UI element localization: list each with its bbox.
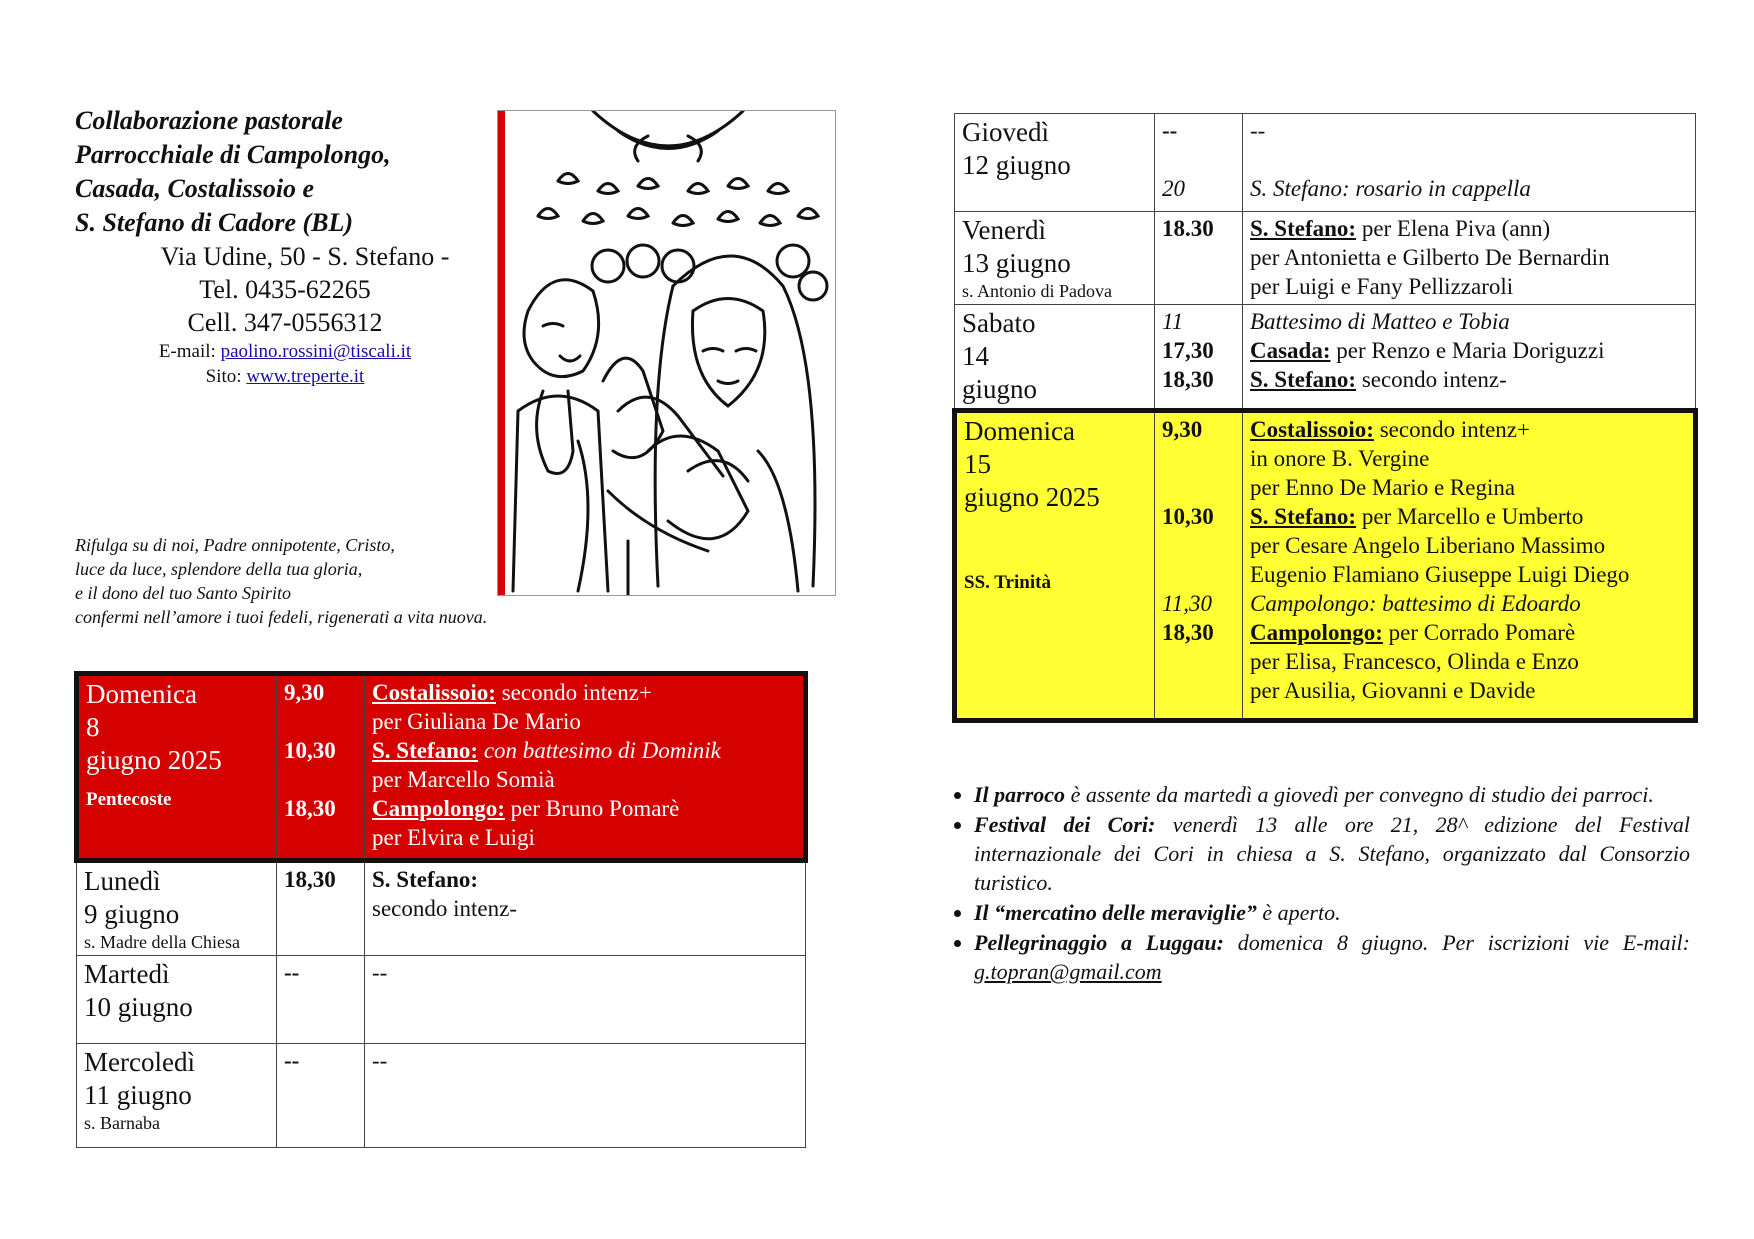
intention-line <box>1250 473 1686 502</box>
address: Via Udine, 50 - S. Stefano - <box>160 242 450 271</box>
intention-text: Campolongo: battesimo di Edoardo <box>1250 591 1581 616</box>
intentions-cell <box>1243 212 1696 305</box>
parish-title-line: S. Stefano di Cadore (BL) <box>75 208 354 237</box>
intention-line <box>1250 676 1686 705</box>
schedule-row <box>77 861 806 956</box>
prayer-line: luce da luce, splendore della tua gloria, <box>75 559 363 579</box>
saint-label: s. Barnaba <box>84 1113 160 1133</box>
intention-text: per Antonietta e Gilberto De Bernardin <box>1250 245 1610 270</box>
intention-line <box>1250 307 1688 336</box>
schedule-row <box>77 674 806 861</box>
mass-time: 18,30 <box>1162 367 1214 392</box>
intention-text: per Marcello e Umberto <box>1356 504 1584 529</box>
announcements <box>940 780 1690 987</box>
intention-text: secondo intenz- <box>372 896 517 921</box>
church-name: S. Stefano: <box>1250 504 1357 529</box>
announcement-text: è assente da martedì a giovedì per convegno di studio dei parroci. <box>1065 782 1654 807</box>
intention-text: -- <box>1250 118 1266 143</box>
mass-time: 18.30 <box>1162 216 1214 241</box>
schedule-table-left <box>74 671 808 1148</box>
announcement-title: Festival dei Cori: <box>974 812 1156 837</box>
day-label: Mercoledì <box>84 1047 195 1077</box>
announcement-item <box>974 898 1690 927</box>
announcement-email-link[interactable]: g.topran@gmail.com <box>974 959 1162 984</box>
prayer-line: confermi nell’amore i tuoi fedeli, rigenerati a vita nuova. <box>75 607 488 627</box>
prayer-line: Rifulga su di noi, Padre onnipotente, Cristo, <box>75 535 395 555</box>
intention-text: secondo intenz+ <box>1373 417 1530 442</box>
parish-header <box>75 104 495 389</box>
intention-line <box>1250 444 1686 473</box>
day-cell <box>955 305 1155 411</box>
mass-time <box>1162 473 1235 502</box>
saint-label: s. Antonio di Padova <box>962 281 1113 301</box>
mass-time: 9,30 <box>284 680 325 705</box>
schedule-row <box>77 1044 806 1148</box>
mass-time <box>1162 560 1235 589</box>
intention-line <box>1250 502 1686 531</box>
day-label: 12 giugno <box>962 150 1071 180</box>
intention-line <box>372 707 796 736</box>
intention-line <box>1250 589 1686 618</box>
church-name: Casada: <box>1250 338 1331 363</box>
intention-line <box>372 958 798 987</box>
intention-line <box>372 823 796 852</box>
time-cell <box>277 861 365 956</box>
day-cell <box>955 411 1155 721</box>
intention-line <box>1250 214 1688 243</box>
intention-line <box>1250 174 1688 203</box>
intention-line <box>1250 272 1688 301</box>
mass-time <box>284 765 357 794</box>
intention-line <box>1250 531 1686 560</box>
mass-time: 18,30 <box>284 867 336 892</box>
day-cell <box>77 674 277 861</box>
day-label: 8 <box>86 712 100 742</box>
intention-line <box>1250 336 1688 365</box>
schedule-row <box>77 956 806 1044</box>
intention-text: secondo intenz+ <box>495 680 652 705</box>
mass-time: -- <box>284 960 300 985</box>
church-name: S. Stefano: <box>1250 367 1357 392</box>
intentions-cell <box>365 674 806 861</box>
announcement-item <box>974 928 1690 986</box>
day-cell <box>77 956 277 1044</box>
intentions-cell <box>1243 411 1696 721</box>
announcement-item <box>974 780 1690 809</box>
intention-text: per Corrado Pomarè <box>1382 620 1576 645</box>
intention-line <box>1250 365 1688 394</box>
intention-text: -- <box>372 960 388 985</box>
time-cell <box>1155 212 1243 305</box>
intention-text: Eugenio Flamiano Giuseppe Luigi Diego <box>1250 562 1630 587</box>
intention-line <box>1250 618 1686 647</box>
day-label: 13 giugno <box>962 248 1071 278</box>
parish-title-line: Parrocchiale di Campolongo, <box>75 140 391 169</box>
mass-time <box>1162 531 1235 560</box>
intentions-cell <box>365 1044 806 1148</box>
day-label: 10 giugno <box>84 992 193 1022</box>
feast-label: SS. Trinità <box>964 572 1051 593</box>
mass-time: 18,30 <box>284 796 336 821</box>
parish-title-line: Collaborazione pastorale <box>75 106 343 135</box>
day-label: giugno 2025 <box>964 482 1100 512</box>
mass-time <box>284 707 357 736</box>
day-label: 11 giugno <box>84 1080 192 1110</box>
collect-prayer <box>75 533 595 629</box>
saint-label: s. Madre della Chiesa <box>84 932 240 952</box>
day-label: 14 <box>962 341 989 371</box>
feast-label: Pentecoste <box>86 789 172 810</box>
intention-text: per Elena Piva (ann) <box>1356 216 1551 241</box>
intention-line <box>1250 116 1688 145</box>
mass-time: 10,30 <box>1162 504 1214 529</box>
intention-line <box>372 678 796 707</box>
spacer <box>964 514 1147 566</box>
email-line: E-mail: paolino.rossini@tiscali.it <box>158 341 412 362</box>
intention-text: secondo intenz- <box>1356 367 1507 392</box>
day-cell <box>77 861 277 956</box>
intention-line <box>1250 145 1688 174</box>
announcement-text: è aperto. <box>1256 900 1341 925</box>
mass-time: 17,30 <box>1162 338 1214 363</box>
time-cell <box>1155 411 1243 721</box>
mass-time: -- <box>284 1048 300 1073</box>
intentions-cell <box>1243 305 1696 411</box>
schedule-row <box>955 305 1696 411</box>
day-cell <box>955 114 1155 212</box>
parish-title-line: Casada, Costalissoio e <box>75 174 315 203</box>
schedule-row <box>955 114 1696 212</box>
intention-text: per Marcello Somià <box>372 767 555 792</box>
intention-line <box>1250 415 1686 444</box>
announcement-text: venerdì 13 alle ore 21, 28^ edizione del Festival internazionale dei Cori in chiesa a S. Stefano, organizzato dal Consorzio turistico. <box>974 812 1690 895</box>
day-label: giugno <box>962 374 1038 404</box>
church-name: S. Stefano: <box>372 867 479 892</box>
mass-time: -- <box>1162 118 1178 143</box>
intention-line <box>372 894 798 923</box>
mass-time: 11,30 <box>1162 591 1213 616</box>
time-cell <box>277 1044 365 1148</box>
pentecost-drawing-icon <box>498 111 835 595</box>
day-label: Martedì <box>84 959 170 989</box>
site-link[interactable]: www.treperte.it <box>246 366 365 387</box>
intention-text: per Bruno Pomarè <box>504 796 680 821</box>
day-label: Domenica <box>86 679 197 709</box>
announcement-title: Pellegrinaggio a Luggau: <box>974 930 1224 955</box>
schedule-row <box>955 212 1696 305</box>
intention-line <box>372 736 796 765</box>
announcement-text: domenica 8 giugno. Per iscrizioni vie E-mail: <box>1223 930 1690 955</box>
intention-line <box>1250 243 1688 272</box>
church-name: Costalissoio: <box>1250 417 1374 442</box>
church-name: S. Stefano: <box>1250 216 1357 241</box>
intention-text: con battesimo di Dominik <box>478 738 721 763</box>
church-name: S. Stefano: <box>372 738 479 763</box>
parish-title <box>75 104 495 240</box>
day-cell <box>955 212 1155 305</box>
pentecost-illustration <box>497 110 836 596</box>
time-cell <box>1155 305 1243 411</box>
time-cell <box>1155 114 1243 212</box>
intention-line <box>1250 560 1686 589</box>
intention-text: per Enno De Mario e Regina <box>1250 475 1516 500</box>
mass-time: 9,30 <box>1162 417 1203 442</box>
cellphone: Cell. 347-0556312 <box>187 308 383 337</box>
prayer-line: e il dono del tuo Santo Spirito <box>75 583 291 603</box>
intention-text: per Elvira e Luigi <box>372 825 535 850</box>
schedule-row <box>955 411 1696 721</box>
red-border-bar <box>498 111 505 595</box>
church-name: Costalissoio: <box>372 680 496 705</box>
intention-text: Battesimo di Matteo e Tobia <box>1250 309 1510 334</box>
schedule-table-right <box>952 113 1698 723</box>
mass-time: 11 <box>1162 309 1184 334</box>
contact-block <box>75 240 495 339</box>
day-label: 15 <box>964 449 991 479</box>
day-label: Giovedì <box>962 117 1049 147</box>
intention-text: -- <box>372 1048 388 1073</box>
email-link[interactable]: paolino.rossini@tiscali.it <box>220 341 412 362</box>
intention-text: per Ausilia, Giovanni e Davide <box>1250 678 1536 703</box>
announcement-title: Il parroco <box>974 782 1066 807</box>
announcement-title: Il “mercatino delle meraviglie” <box>974 900 1257 925</box>
intention-text: per Luigi e Fany Pellizzaroli <box>1250 274 1514 299</box>
telephone: Tel. 0435-62265 <box>199 275 371 304</box>
day-label: Venerdì <box>962 215 1046 245</box>
intention-text: in onore B. Vergine <box>1250 446 1430 471</box>
mass-time <box>1162 444 1235 473</box>
intention-text: per Elisa, Francesco, Olinda e Enzo <box>1250 649 1579 674</box>
site-line: Sito: www.treperte.it <box>205 366 365 387</box>
intention-text: per Giuliana De Mario <box>372 709 581 734</box>
mass-time <box>1162 145 1235 174</box>
announcements-list <box>940 780 1690 986</box>
intention-text: per Cesare Angelo Liberiano Massimo <box>1250 533 1606 558</box>
mass-time: 18,30 <box>1162 620 1214 645</box>
intention-line <box>1250 647 1686 676</box>
announcement-item <box>974 810 1690 897</box>
day-label: giugno 2025 <box>86 745 222 775</box>
day-cell <box>77 1044 277 1148</box>
intentions-cell <box>365 861 806 956</box>
intentions-cell <box>365 956 806 1044</box>
day-label: Sabato <box>962 308 1036 338</box>
time-cell <box>277 674 365 861</box>
intention-text: per Renzo e Maria Doriguzzi <box>1330 338 1605 363</box>
intention-line <box>372 865 798 894</box>
intention-text: S. Stefano: rosario in cappella <box>1250 176 1531 201</box>
intention-line <box>372 794 796 823</box>
day-label: 9 giugno <box>84 899 180 929</box>
day-label: Domenica <box>964 416 1075 446</box>
mass-time: 20 <box>1162 176 1185 201</box>
day-label: Lunedì <box>84 866 161 896</box>
time-cell <box>277 956 365 1044</box>
intention-line <box>372 765 796 794</box>
mass-time: 10,30 <box>284 738 336 763</box>
church-name: Campolongo: <box>1250 620 1383 645</box>
intention-line <box>372 1046 798 1075</box>
intentions-cell <box>1243 114 1696 212</box>
church-name: Campolongo: <box>372 796 505 821</box>
